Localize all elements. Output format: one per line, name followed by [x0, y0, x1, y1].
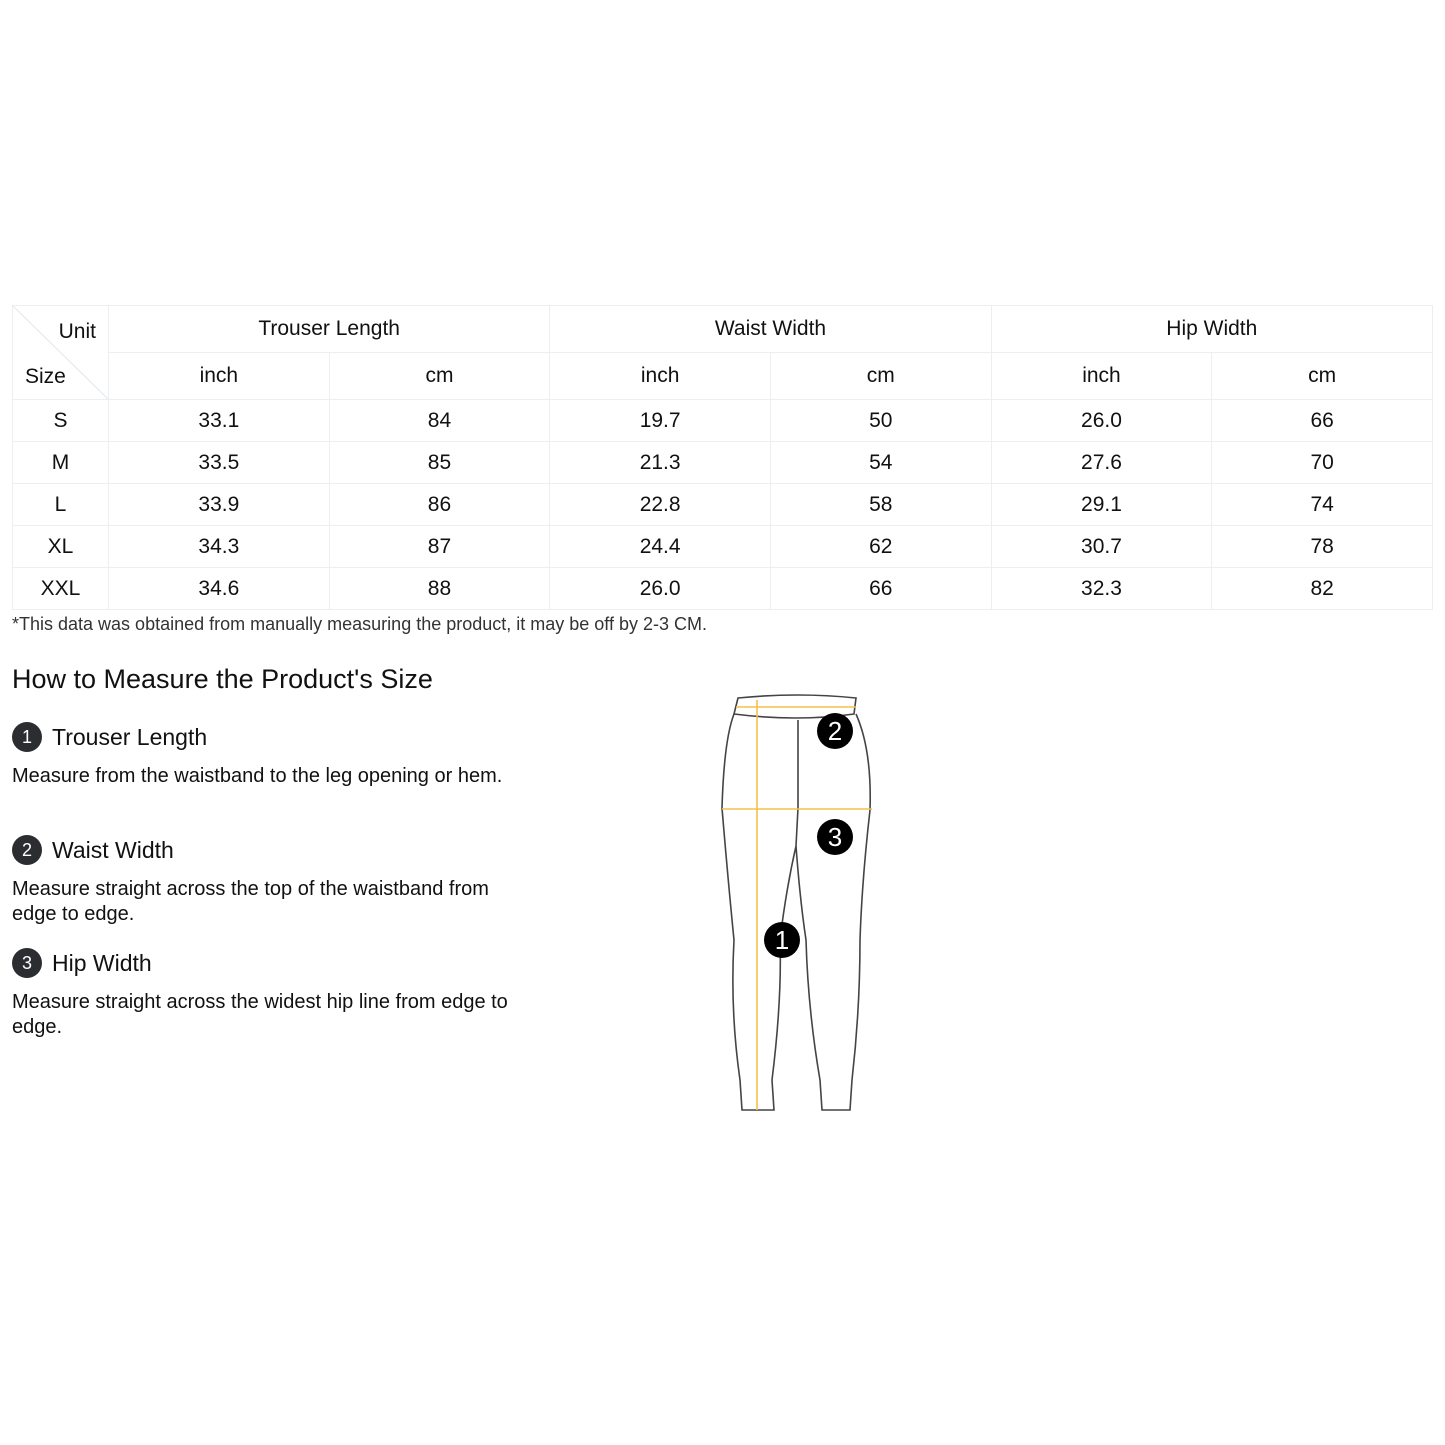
value-cell: 62	[770, 526, 991, 568]
value-cell: 87	[329, 526, 550, 568]
measure-step-hip-width	[12, 948, 532, 1040]
leggings-measurement-diagram	[700, 680, 900, 1120]
number-2-icon: 2	[12, 835, 42, 865]
svg-text:3: 3	[827, 822, 843, 852]
step-title: Trouser Length	[52, 723, 208, 750]
unit-header: cm	[1212, 353, 1433, 400]
step-title: Waist Width	[52, 836, 174, 863]
value-cell: 66	[1212, 400, 1433, 442]
size-label: Size	[25, 365, 66, 388]
value-cell: 33.5	[109, 442, 330, 484]
number-3-icon: 3	[12, 948, 42, 978]
value-cell: 22.8	[550, 484, 771, 526]
unit-header: inch	[991, 353, 1212, 400]
size-cell: XXL	[13, 568, 109, 610]
value-cell: 33.1	[109, 400, 330, 442]
value-cell: 27.6	[991, 442, 1212, 484]
value-cell: 26.0	[550, 568, 771, 610]
value-cell: 26.0	[991, 400, 1212, 442]
value-cell: 82	[1212, 568, 1433, 610]
value-cell: 33.9	[109, 484, 330, 526]
unit-label: Unit	[58, 320, 96, 343]
size-chart-table	[12, 305, 1433, 610]
size-cell: S	[13, 400, 109, 442]
marker-3-icon	[817, 819, 853, 855]
value-cell: 85	[329, 442, 550, 484]
value-cell: 74	[1212, 484, 1433, 526]
value-cell: 54	[770, 442, 991, 484]
measure-step-trouser-length	[12, 722, 532, 789]
marker-2-icon	[817, 713, 853, 749]
step-description: Measure from the waistband to the leg opening or hem.	[12, 765, 503, 787]
value-cell: 19.7	[550, 400, 771, 442]
value-cell: 34.6	[109, 568, 330, 610]
table-row	[13, 526, 1433, 568]
table-row	[13, 442, 1433, 484]
value-cell: 32.3	[991, 568, 1212, 610]
value-cell: 78	[1212, 526, 1433, 568]
how-to-measure-title: How to Measure the Product's Size	[12, 664, 433, 694]
size-cell: M	[13, 442, 109, 484]
value-cell: 21.3	[550, 442, 771, 484]
size-cell: XL	[13, 526, 109, 568]
marker-1-icon	[764, 922, 800, 958]
value-cell: 29.1	[991, 484, 1212, 526]
unit-header: cm	[329, 353, 550, 400]
measure-step-waist-width	[12, 835, 532, 927]
svg-text:1: 1	[774, 925, 790, 955]
value-cell: 84	[329, 400, 550, 442]
value-cell: 66	[770, 568, 991, 610]
table-row	[13, 568, 1433, 610]
value-cell: 58	[770, 484, 991, 526]
number-1-icon: 1	[12, 722, 42, 752]
table-row	[13, 400, 1433, 442]
measurement-guides	[722, 700, 872, 1110]
value-cell: 30.7	[991, 526, 1212, 568]
measurement-note: *This data was obtained from manually measuring the product, it may be off by 2-3 CM.	[12, 614, 708, 634]
value-cell: 86	[329, 484, 550, 526]
unit-header: inch	[550, 353, 771, 400]
unit-header: cm	[770, 353, 991, 400]
step-description: Measure straight across the widest hip line from edge to edge.	[12, 991, 508, 1038]
step-description: Measure straight across the top of the waistband from edge to edge.	[12, 878, 489, 925]
value-cell: 34.3	[109, 526, 330, 568]
group-header-trouser-length: Trouser Length	[109, 306, 550, 353]
unit-header: inch	[109, 353, 330, 400]
value-cell: 88	[329, 568, 550, 610]
table-row	[13, 484, 1433, 526]
corner-header-cell	[13, 306, 109, 400]
value-cell: 24.4	[550, 526, 771, 568]
svg-text:2: 2	[827, 716, 843, 746]
group-header-waist-width: Waist Width	[550, 306, 991, 353]
group-header-hip-width: Hip Width	[991, 306, 1432, 353]
step-title: Hip Width	[52, 949, 152, 976]
leggings-outline-icon	[722, 695, 870, 1110]
value-cell: 70	[1212, 442, 1433, 484]
size-cell: L	[13, 484, 109, 526]
value-cell: 50	[770, 400, 991, 442]
